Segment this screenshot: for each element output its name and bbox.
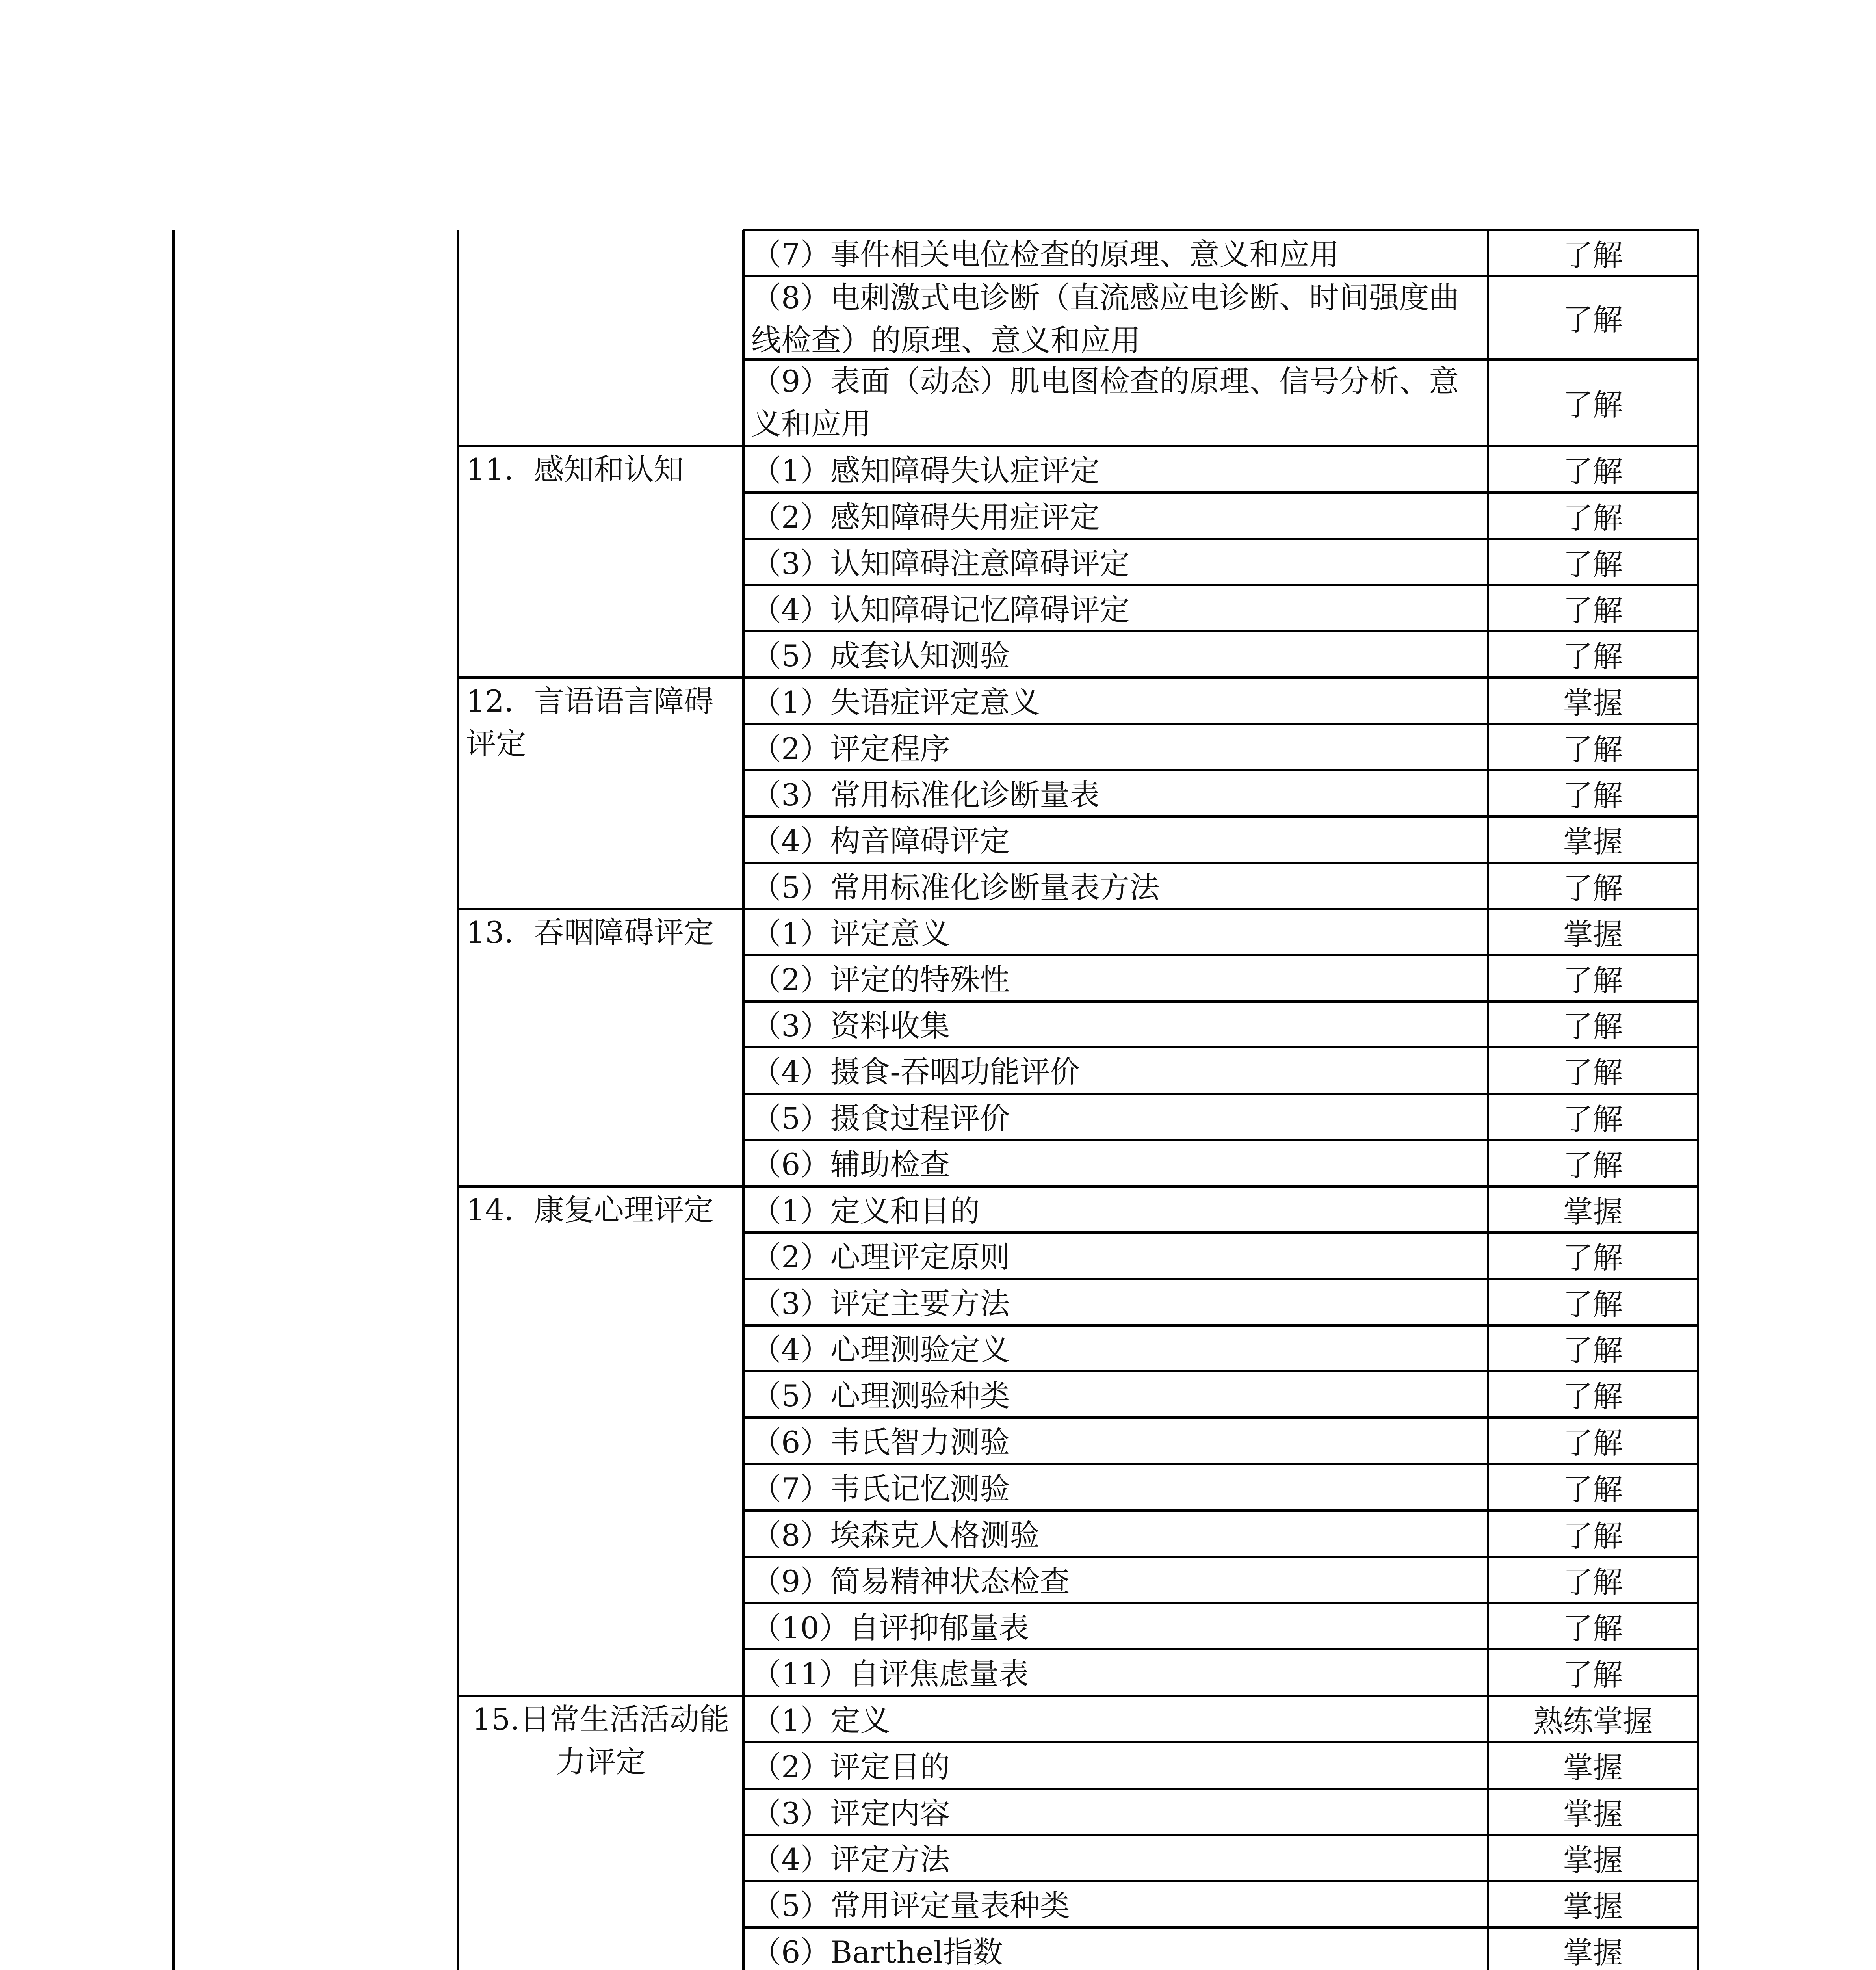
column-divider-2 (742, 230, 745, 1970)
topic-label: 13．吞咽障碍评定 (466, 915, 714, 950)
level-text: 掌握 (1563, 1842, 1623, 1878)
row-divider (743, 676, 1699, 679)
item-text: （1）定义和目的 (751, 1193, 980, 1228)
table-border-left (172, 230, 175, 1970)
row-divider (743, 1463, 1699, 1465)
row-divider (743, 491, 1699, 494)
level-text: 熟练掌握 (1533, 1703, 1653, 1739)
row-divider (743, 1834, 1699, 1836)
row-divider (743, 1788, 1699, 1790)
level-text: 了解 (1563, 1009, 1623, 1044)
level-text: 了解 (1563, 732, 1623, 767)
topic-label: 12．言语语言障碍评定 (466, 684, 714, 761)
item-text: （1）评定意义 (751, 916, 950, 951)
row-divider (743, 862, 1699, 864)
item-text: （5）成套认知测验 (751, 638, 1010, 673)
level-text: 掌握 (1563, 1750, 1623, 1785)
item-text: （2）心理评定原则 (751, 1240, 1010, 1275)
item-text: （1）感知障碍失认症评定 (751, 453, 1100, 488)
level-text: 了解 (1563, 963, 1623, 998)
level-text: 了解 (1563, 778, 1623, 813)
row-divider (743, 229, 1699, 231)
topic-label: 15.日常生活活动能力评定 (472, 1702, 730, 1779)
row-divider (743, 1139, 1699, 1141)
level-text: 了解 (1563, 1101, 1623, 1137)
row-divider (743, 769, 1699, 771)
level-text: 了解 (1563, 1379, 1623, 1414)
level-text: 了解 (1563, 302, 1623, 337)
item-text: （2）评定的特殊性 (751, 962, 1010, 997)
item-text: （4）认知障碍记忆障碍评定 (751, 592, 1130, 627)
row-divider (743, 1324, 1699, 1327)
row-divider (743, 1509, 1699, 1512)
item-text: （5）摄食过程评价 (751, 1100, 1010, 1136)
row-divider (743, 954, 1699, 956)
level-text: 了解 (1563, 1287, 1623, 1322)
row-divider (743, 584, 1699, 586)
topic-divider (458, 676, 745, 679)
item-text: （4）构音障碍评定 (751, 823, 1010, 859)
row-divider (743, 630, 1699, 632)
item-text: （3）评定主要方法 (751, 1286, 1010, 1321)
row-divider (743, 1416, 1699, 1419)
topic-label: 14．康复心理评定 (466, 1192, 714, 1227)
topic-divider (458, 1185, 745, 1188)
level-text: 了解 (1563, 500, 1623, 535)
level-text: 了解 (1563, 1055, 1623, 1090)
level-text: 了解 (1563, 1565, 1623, 1600)
item-text: （5）常用评定量表种类 (751, 1888, 1070, 1923)
level-text: 了解 (1563, 870, 1623, 906)
level-text: 了解 (1563, 454, 1623, 489)
item-text: （3）资料收集 (751, 1008, 950, 1043)
row-divider (743, 908, 1699, 910)
item-text: （7）事件相关电位检查的原理、意义和应用 (751, 236, 1339, 272)
item-text: （7）韦氏记忆测验 (751, 1471, 1010, 1506)
item-text: （1）失语症评定意义 (751, 685, 1040, 720)
item-text: （8）电刺激式电诊断（直流感应电诊断、时间强度曲线检查）的原理、意义和应用 (751, 280, 1459, 358)
level-text: 掌握 (1563, 824, 1623, 859)
level-text: 了解 (1563, 387, 1623, 422)
row-divider (743, 1278, 1699, 1280)
level-text: 了解 (1563, 1148, 1623, 1183)
item-text: （8）埃森克人格测验 (751, 1517, 1040, 1553)
item-text: （6）韦氏智力测验 (751, 1425, 1010, 1460)
level-text: 了解 (1563, 1333, 1623, 1368)
item-text: （6）Barthel指数 (751, 1935, 1003, 1970)
topic-divider (458, 908, 745, 910)
level-text: 了解 (1563, 1518, 1623, 1554)
row-divider (743, 1602, 1699, 1604)
item-text: （3）认知障碍注意障碍评定 (751, 546, 1130, 581)
item-text: （4）摄食-吞咽功能评价 (751, 1054, 1080, 1089)
row-divider (743, 1000, 1699, 1003)
level-text: 了解 (1563, 1240, 1623, 1275)
level-text: 了解 (1563, 1657, 1623, 1692)
item-text: （9）表面（动态）肌电图检查的原理、信号分析、意义和应用 (751, 364, 1459, 441)
item-text: （11）自评焦虑量表 (751, 1656, 1029, 1691)
item-text: （3）常用标准化诊断量表 (751, 777, 1100, 812)
level-text: 了解 (1563, 593, 1623, 628)
row-divider (743, 723, 1699, 725)
row-divider (743, 538, 1699, 540)
item-text: （9）简易精神状态检查 (751, 1564, 1070, 1599)
item-text: （2）评定目的 (751, 1749, 950, 1784)
row-divider (743, 1695, 1699, 1697)
level-text: 掌握 (1563, 1194, 1623, 1229)
item-text: （4）心理测验定义 (751, 1332, 1010, 1367)
row-divider (743, 1741, 1699, 1743)
row-divider (743, 1926, 1699, 1929)
item-text: （2）感知障碍失用症评定 (751, 500, 1100, 535)
level-text: 掌握 (1563, 1796, 1623, 1832)
level-text: 了解 (1563, 1611, 1623, 1646)
item-text: （3）评定内容 (751, 1795, 950, 1831)
level-text: 了解 (1563, 639, 1623, 674)
item-text: （1）定义 (751, 1702, 890, 1738)
item-text: （6）辅助检查 (751, 1147, 950, 1182)
topic-label: 11．感知和认知 (466, 452, 684, 487)
item-text: （4）评定方法 (751, 1842, 950, 1877)
row-divider (743, 1185, 1699, 1188)
level-text: 了解 (1563, 1425, 1623, 1461)
level-text: 了解 (1563, 237, 1623, 273)
row-divider (743, 1880, 1699, 1882)
item-text: （5）常用标准化诊断量表方法 (751, 870, 1160, 905)
topic-divider (458, 1695, 745, 1697)
level-text: 掌握 (1563, 916, 1623, 952)
level-text: 了解 (1563, 546, 1623, 582)
column-divider-1 (457, 230, 459, 1970)
row-divider (743, 1648, 1699, 1650)
item-text: （5）心理测验种类 (751, 1378, 1010, 1413)
topic-divider (458, 445, 745, 447)
row-divider (743, 1093, 1699, 1095)
row-divider (743, 1556, 1699, 1558)
level-text: 掌握 (1563, 1889, 1623, 1924)
level-text: 掌握 (1563, 686, 1623, 721)
level-text: 了解 (1563, 1472, 1623, 1507)
item-text: （2）评定程序 (751, 731, 950, 766)
row-divider (743, 815, 1699, 818)
level-text: 掌握 (1563, 1935, 1623, 1970)
row-divider (743, 1231, 1699, 1234)
item-text: （10）自评抑郁量表 (751, 1610, 1029, 1645)
